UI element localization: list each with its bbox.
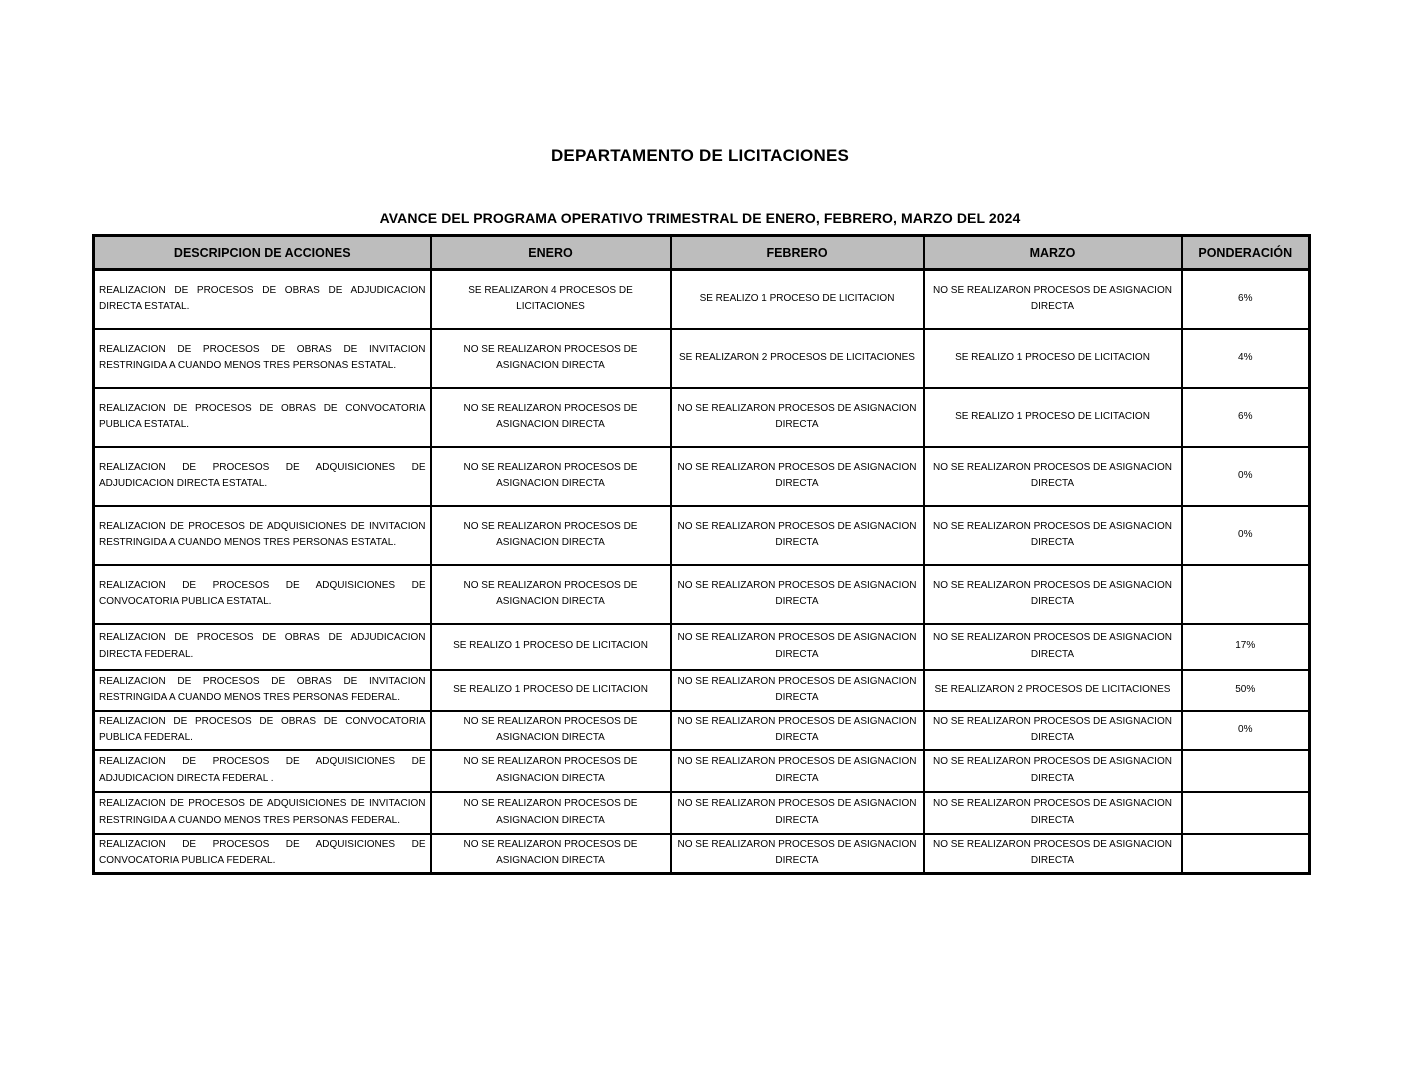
cell-enero: SE REALIZO 1 PROCESO DE LICITACION xyxy=(431,624,671,670)
cell-ponderacion: 50% xyxy=(1182,670,1310,711)
cell-descripcion: REALIZACION DE PROCESOS DE OBRAS DE ADJUDICACION DIRECTA FEDERAL. xyxy=(94,624,431,670)
cell-ponderacion xyxy=(1182,750,1310,792)
cell-febrero: NO SE REALIZARON PROCESOS DE ASIGNACION DIRECTA xyxy=(671,792,924,834)
table-row xyxy=(94,750,1310,792)
cell-febrero: NO SE REALIZARON PROCESOS DE ASIGNACION DIRECTA xyxy=(671,506,924,565)
cell-enero: NO SE REALIZARON PROCESOS DE ASIGNACION DIRECTA xyxy=(431,834,671,874)
cell-enero: NO SE REALIZARON PROCESOS DE ASIGNACION DIRECTA xyxy=(431,388,671,447)
cell-febrero: NO SE REALIZARON PROCESOS DE ASIGNACION DIRECTA xyxy=(671,388,924,447)
cell-enero: NO SE REALIZARON PROCESOS DE ASIGNACION DIRECTA xyxy=(431,447,671,506)
column-header-ponderacion: PONDERACIÓN xyxy=(1182,236,1310,270)
cell-enero: SE REALIZARON 4 PROCESOS DE LICITACIONES xyxy=(431,270,671,329)
cell-marzo: NO SE REALIZARON PROCESOS DE ASIGNACION DIRECTA xyxy=(924,834,1182,874)
column-header-enero: ENERO xyxy=(431,236,671,270)
table-row xyxy=(94,792,1310,834)
cell-marzo: SE REALIZO 1 PROCESO DE LICITACION xyxy=(924,388,1182,447)
cell-marzo: NO SE REALIZARON PROCESOS DE ASIGNACION DIRECTA xyxy=(924,750,1182,792)
cell-ponderacion: 6% xyxy=(1182,270,1310,329)
cell-descripcion: REALIZACION DE PROCESOS DE ADQUISICIONES DE INVITACION RESTRINGIDA A CUANDO MENOS TRES PERSONAS ESTATAL. xyxy=(94,506,431,565)
table-row xyxy=(94,670,1310,711)
cell-marzo: SE REALIZO 1 PROCESO DE LICITACION xyxy=(924,329,1182,388)
table-row xyxy=(94,711,1310,750)
cell-descripcion: REALIZACION DE PROCESOS DE ADQUISICIONES DE CONVOCATORIA PUBLICA ESTATAL. xyxy=(94,565,431,624)
cell-enero: NO SE REALIZARON PROCESOS DE ASIGNACION DIRECTA xyxy=(431,711,671,750)
table-row xyxy=(94,329,1310,388)
cell-enero: NO SE REALIZARON PROCESOS DE ASIGNACION DIRECTA xyxy=(431,329,671,388)
cell-febrero: NO SE REALIZARON PROCESOS DE ASIGNACION DIRECTA xyxy=(671,624,924,670)
cell-ponderacion: 0% xyxy=(1182,711,1310,750)
table-row xyxy=(94,565,1310,624)
cell-descripcion: REALIZACION DE PROCESOS DE ADQUISICIONES DE ADJUDICACION DIRECTA FEDERAL . xyxy=(94,750,431,792)
cell-enero: NO SE REALIZARON PROCESOS DE ASIGNACION DIRECTA xyxy=(431,792,671,834)
table-row xyxy=(94,447,1310,506)
cell-enero: NO SE REALIZARON PROCESOS DE ASIGNACION DIRECTA xyxy=(431,506,671,565)
cell-marzo: NO SE REALIZARON PROCESOS DE ASIGNACION DIRECTA xyxy=(924,565,1182,624)
cell-febrero: NO SE REALIZARON PROCESOS DE ASIGNACION DIRECTA xyxy=(671,670,924,711)
table-body xyxy=(94,270,1310,874)
cell-ponderacion: 17% xyxy=(1182,624,1310,670)
cell-marzo: NO SE REALIZARON PROCESOS DE ASIGNACION DIRECTA xyxy=(924,506,1182,565)
cell-ponderacion xyxy=(1182,792,1310,834)
cell-ponderacion xyxy=(1182,834,1310,874)
cell-enero: NO SE REALIZARON PROCESOS DE ASIGNACION DIRECTA xyxy=(431,565,671,624)
cell-ponderacion: 0% xyxy=(1182,447,1310,506)
cell-febrero: NO SE REALIZARON PROCESOS DE ASIGNACION DIRECTA xyxy=(671,711,924,750)
cell-descripcion: REALIZACION DE PROCESOS DE OBRAS DE INVITACION RESTRINGIDA A CUANDO MENOS TRES PERSONAS FEDERAL. xyxy=(94,670,431,711)
table-row xyxy=(94,270,1310,329)
cell-febrero: SE REALIZARON 2 PROCESOS DE LICITACIONES xyxy=(671,329,924,388)
cell-febrero: NO SE REALIZARON PROCESOS DE ASIGNACION DIRECTA xyxy=(671,750,924,792)
cell-descripcion: REALIZACION DE PROCESOS DE ADQUISICIONES DE CONVOCATORIA PUBLICA FEDERAL. xyxy=(94,834,431,874)
cell-descripcion: REALIZACION DE PROCESOS DE ADQUISICIONES DE INVITACION RESTRINGIDA A CUANDO MENOS TRES PERSONAS FEDERAL. xyxy=(94,792,431,834)
page-subtitle: AVANCE DEL PROGRAMA OPERATIVO TRIMESTRAL DE ENERO, FEBRERO, MARZO DEL 2024 xyxy=(379,210,1021,226)
cell-ponderacion: 0% xyxy=(1182,506,1310,565)
cell-descripcion: REALIZACION DE PROCESOS DE OBRAS DE CONVOCATORIA PUBLICA ESTATAL. xyxy=(94,388,431,447)
cell-descripcion: REALIZACION DE PROCESOS DE OBRAS DE CONVOCATORIA PUBLICA FEDERAL. xyxy=(94,711,431,750)
column-header-descripcion: DESCRIPCION DE ACCIONES xyxy=(94,236,431,270)
cell-marzo: NO SE REALIZARON PROCESOS DE ASIGNACION DIRECTA xyxy=(924,624,1182,670)
cell-marzo: SE REALIZARON 2 PROCESOS DE LICITACIONES xyxy=(924,670,1182,711)
cell-ponderacion xyxy=(1182,565,1310,624)
table-row xyxy=(94,506,1310,565)
cell-descripcion: REALIZACION DE PROCESOS DE ADQUISICIONES DE ADJUDICACION DIRECTA ESTATAL. xyxy=(94,447,431,506)
column-header-marzo: MARZO xyxy=(924,236,1182,270)
cell-descripcion: REALIZACION DE PROCESOS DE OBRAS DE ADJUDICACION DIRECTA ESTATAL. xyxy=(94,270,431,329)
table-header-row xyxy=(94,236,1310,270)
cell-marzo: NO SE REALIZARON PROCESOS DE ASIGNACION DIRECTA xyxy=(924,792,1182,834)
table-row xyxy=(94,388,1310,447)
column-header-febrero: FEBRERO xyxy=(671,236,924,270)
table-row xyxy=(94,624,1310,670)
cell-ponderacion: 6% xyxy=(1182,388,1310,447)
cell-enero: SE REALIZO 1 PROCESO DE LICITACION xyxy=(431,670,671,711)
cell-marzo: NO SE REALIZARON PROCESOS DE ASIGNACION DIRECTA xyxy=(924,447,1182,506)
cell-febrero: SE REALIZO 1 PROCESO DE LICITACION xyxy=(671,270,924,329)
cell-marzo: NO SE REALIZARON PROCESOS DE ASIGNACION DIRECTA xyxy=(924,270,1182,329)
report-table xyxy=(92,234,1311,875)
cell-descripcion: REALIZACION DE PROCESOS DE OBRAS DE INVITACION RESTRINGIDA A CUANDO MENOS TRES PERSONAS ESTATAL. xyxy=(94,329,431,388)
cell-enero: NO SE REALIZARON PROCESOS DE ASIGNACION DIRECTA xyxy=(431,750,671,792)
cell-febrero: NO SE REALIZARON PROCESOS DE ASIGNACION DIRECTA xyxy=(671,447,924,506)
cell-marzo: NO SE REALIZARON PROCESOS DE ASIGNACION DIRECTA xyxy=(924,711,1182,750)
cell-ponderacion: 4% xyxy=(1182,329,1310,388)
cell-febrero: NO SE REALIZARON PROCESOS DE ASIGNACION DIRECTA xyxy=(671,565,924,624)
cell-febrero: NO SE REALIZARON PROCESOS DE ASIGNACION DIRECTA xyxy=(671,834,924,874)
table-row xyxy=(94,834,1310,874)
page-title: DEPARTAMENTO DE LICITACIONES xyxy=(550,146,850,165)
